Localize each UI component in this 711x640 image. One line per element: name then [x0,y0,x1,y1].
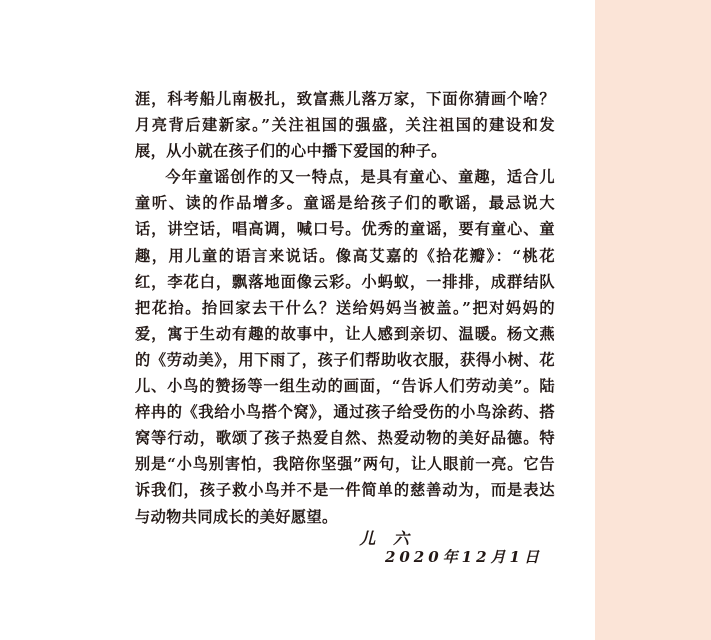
signature-name: 儿 六 [359,529,415,548]
page-edge-strip [595,0,711,640]
signature-date: 2020年12月1日 [384,548,543,566]
article-body [135,86,555,530]
paragraph-main: 今年童谣创作的又一特点，是具有童心、童趣，适合儿童听、读的作品增多。童谣是给孩子们的歌谣，最忌说大话，讲空话，唱高调，喊口号。优秀的童谣，要有童心、童趣，用儿童的语言来说话。像高艾嘉的《拾花瓣》：“桃花红，李花白，飘落地面像云彩。小蚂蚁，一排排，成群结队把花抬。抬回家去干什么？送给妈妈当被盖。”把对妈妈的爱，寓于生动有趣的故事中，让人感到亲切、温暖。杨文燕的《劳动美》，用下雨了，孩子们帮助收衣服，获得小树、花儿、小鸟的赞扬等一组生动的画面，“告诉人们劳动美”。陆梓冉的《我给小鸟搭个窝》，通过孩子给受伤的小鸟涂药、搭窝等行动，歌颂了孩子热爱自然、热爱动物的美好品德。特别是“小鸟别害怕，我陪你坚强”两句，让人眼前一亮。它告诉我们，孩子救小鸟并不是一件简单的慈善动为，而是表达与动物共同成长的美好愿望。 [135,168,555,526]
paragraph-continued: 涯，科考船儿南极扎，致富燕儿落万家，下面你猜画个啥？月亮背后建新家。”关注祖国的强盛，关注祖国的建设和发展，从小就在孩子们的心中播下爱国的种子。 [135,90,555,161]
